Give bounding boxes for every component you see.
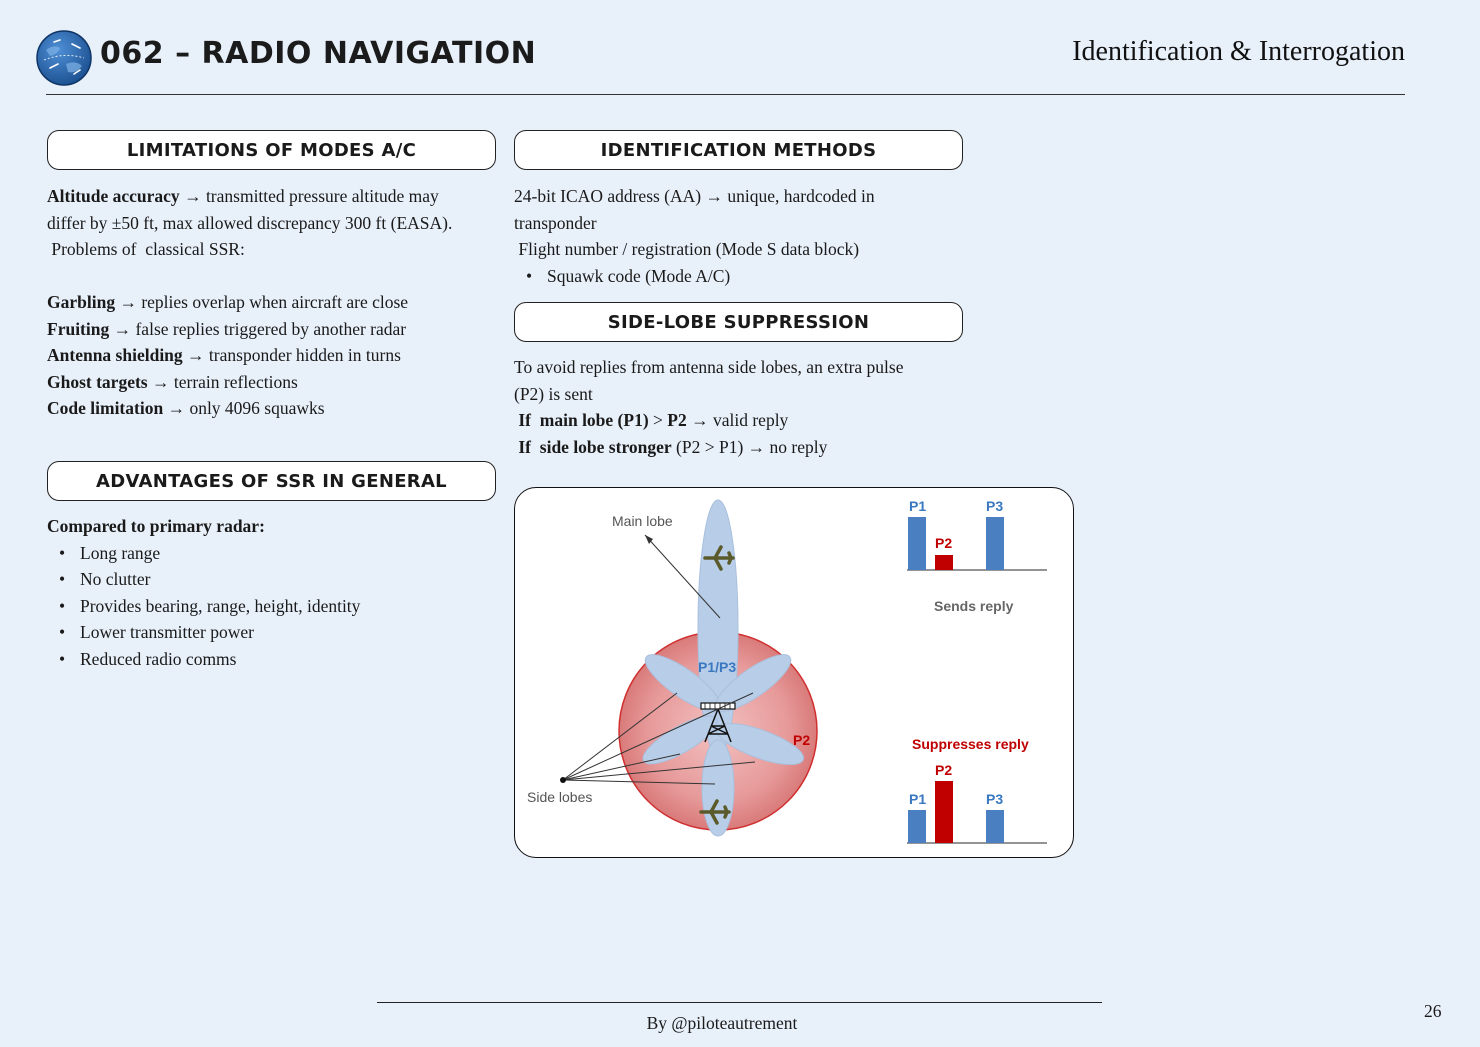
side-lobes-label: Side lobes <box>527 789 593 805</box>
list-item: • Lower transmitter power <box>47 619 497 646</box>
list-item: • Long range <box>47 540 497 567</box>
limitations-heading: LIMITATIONS OF MODES A/C <box>47 130 496 170</box>
pulse-p3 <box>986 810 1004 843</box>
pulse-label: P1 <box>909 498 927 514</box>
suppresses-reply-label: Suppresses reply <box>912 736 1029 752</box>
pulse-p1 <box>908 810 926 843</box>
condition-op: > <box>648 410 668 430</box>
problem-desc: → false replies triggered by another radar <box>109 318 407 339</box>
footer-divider <box>377 1002 1102 1003</box>
identification-text <box>514 183 964 289</box>
advantages-heading: ADVANTAGES OF SSR IN GENERAL <box>47 461 496 501</box>
identification-heading: IDENTIFICATION METHODS <box>514 130 963 170</box>
limitations-text <box>47 183 497 422</box>
footer-credit: By @piloteautrement <box>646 1013 798 1033</box>
pulse-label: P1 <box>909 791 927 807</box>
list-item: • Reduced radio comms <box>47 646 497 673</box>
page-header <box>36 28 1405 96</box>
globe-airplanes-icon <box>36 30 92 86</box>
problem-term: Antenna shielding <box>47 345 183 365</box>
problem-desc: → terrain reflections <box>147 371 298 392</box>
altitude-term: Altitude accuracy <box>47 186 180 206</box>
p2-area-label: P2 <box>793 732 811 748</box>
page-number: 26 <box>1424 1001 1442 1021</box>
pulse-label: P3 <box>986 498 1004 514</box>
pulse-label: P2 <box>935 762 953 778</box>
altitude-desc: → transmitted pressure altitude may <box>179 186 439 206</box>
sidelobe-heading: SIDE-LOBE SUPPRESSION <box>514 302 963 342</box>
condition-if: If <box>514 436 540 457</box>
identification-line: 24-bit ICAO address (AA) → unique, hardcoded in <box>514 186 875 206</box>
pulse-p3 <box>986 517 1004 570</box>
diagram-canvas <box>515 488 1074 858</box>
sidelobe-text <box>514 354 964 460</box>
problem-item <box>47 289 497 316</box>
sidelobe-line: To avoid replies from antenna side lobes, an extra pulse <box>514 357 904 377</box>
problem-item <box>47 369 497 396</box>
sidelobe-condition <box>514 407 964 434</box>
sidelobe-line: (P2) is sent <box>514 383 593 404</box>
problem-term: Code limitation <box>47 398 164 418</box>
side-lobe-diagram <box>514 487 1074 858</box>
advantages-text <box>47 513 497 672</box>
identification-line: Flight number / registration (Mode S data block) <box>514 239 860 259</box>
pulse-p2 <box>935 555 953 570</box>
main-lobe-label: Main lobe <box>612 513 673 529</box>
pointer-origin <box>560 777 566 783</box>
problem-term: Ghost targets <box>47 371 148 392</box>
condition-term: P2 <box>667 410 687 430</box>
list-item: • No clutter <box>47 566 497 593</box>
identification-line: transponder <box>514 212 597 233</box>
list-item: • Squawk code (Mode A/C) <box>514 263 964 290</box>
problem-term: Fruiting <box>47 318 110 339</box>
problem-desc: → transponder hidden in turns <box>182 345 401 365</box>
problems-intro: Problems of classical SSR: <box>47 239 245 259</box>
header-divider <box>46 94 1405 95</box>
condition-desc: → valid reply <box>686 410 789 430</box>
p1p3-label: P1/P3 <box>698 659 737 675</box>
sidelobe-condition <box>514 434 964 461</box>
pulse-label: P3 <box>986 791 1004 807</box>
page-topic: Identification & Interrogation <box>1072 36 1405 67</box>
problem-desc: → only 4096 squawks <box>163 398 325 418</box>
problem-desc: → replies overlap when aircraft are close <box>115 292 409 312</box>
condition-if: If <box>514 410 540 430</box>
pulse-label: P2 <box>935 535 953 551</box>
top-pulse-chart <box>907 498 1047 570</box>
condition-term: main lobe (P1) <box>539 410 649 430</box>
bottom-pulse-chart <box>907 762 1047 843</box>
pulse-p2 <box>935 781 953 843</box>
problem-term: Garbling <box>47 292 116 312</box>
problem-item <box>47 395 497 422</box>
sends-reply-label: Sends reply <box>934 598 1014 614</box>
problem-item <box>47 316 497 343</box>
altitude-desc-2: differ by ±50 ft, max allowed discrepancy 300 ft (EASA). <box>47 212 453 233</box>
advantages-intro: Compared to primary radar: <box>47 516 265 536</box>
page-title: 062 – RADIO NAVIGATION <box>100 36 537 71</box>
problem-item <box>47 342 497 369</box>
condition-term: side lobe stronger <box>539 436 672 457</box>
list-item: • Provides bearing, range, height, identity <box>47 593 497 620</box>
condition-desc: (P2 > P1) → no reply <box>671 436 828 457</box>
pulse-p1 <box>908 517 926 570</box>
